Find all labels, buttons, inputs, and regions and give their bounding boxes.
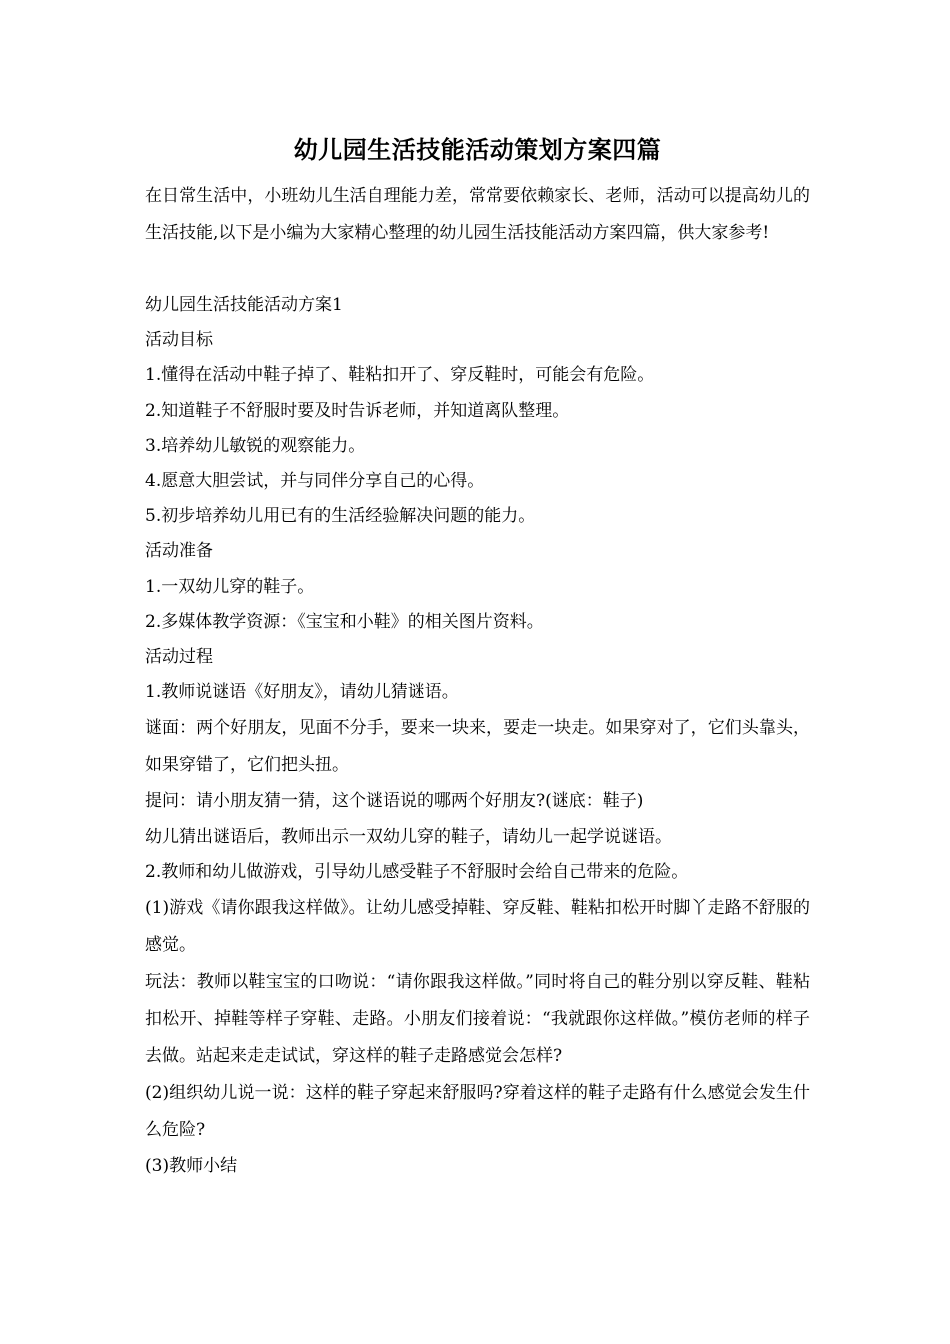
game-rules: 玩法：教师以鞋宝宝的口吻说：“请你跟我这样做。”同时将自己的鞋分别以穿反鞋、鞋粘扣松开、掉鞋等样子穿鞋、走路。小朋友们接着说：“我就跟你这样做。”模仿老师的样子去做。站起来走走试试，穿这样的鞋子走路感觉会怎样? [145, 972, 810, 1067]
intro-paragraph: 在日常生活中，小班幼儿生活自理能力差，常常要依赖家长、老师，活动可以提高幼儿的生活技能,以下是小编为大家精心整理的幼儿园生活技能活动方案四篇，供大家参考! [145, 186, 810, 243]
goal-item-3: 3.培养幼儿敏锐的观察能力。 [145, 435, 366, 456]
section-heading-process: 活动过程 [145, 647, 213, 668]
preparation-item-1: 1.一双幼儿穿的鞋子。 [145, 576, 315, 597]
document-title: 幼儿园生活技能活动策划方案四篇 [293, 135, 662, 164]
goal-item-2: 2.知道鞋子不舒服时要及时告诉老师，并知道离队整理。 [145, 400, 570, 421]
riddle-followup: 幼儿猜出谜语后，教师出示一双幼儿穿的鞋子，请幼儿一起学说谜语。 [145, 826, 672, 847]
process-step-1: 1.教师说谜语《好朋友》，请幼儿猜谜语。 [145, 682, 459, 703]
blank-line [145, 252, 810, 288]
document-page [145, 128, 810, 1184]
game-step-1: (1)游戏《请你跟我这样做》。让幼儿感受掉鞋、穿反鞋、鞋粘扣松开时脚丫走路不舒服的感觉。 [145, 898, 810, 956]
goal-item-5: 5.初步培养幼儿用已有的生活经验解决问题的能力。 [145, 506, 536, 527]
game-step-2: (2)组织幼儿说一说：这样的鞋子穿起来舒服吗?穿着这样的鞋子走路有什么感觉会发生什么危险? [145, 1083, 810, 1141]
preparation-item-2: 2.多媒体教学资源：《宝宝和小鞋》的相关图片资料。 [145, 611, 544, 632]
riddle-question: 提问：请小朋友猜一猜，这个谜语说的哪两个好朋友?(谜底：鞋子) [145, 791, 644, 812]
game-step-3: (3)教师小结 [145, 1156, 238, 1177]
section-heading-plan-1: 幼儿园生活技能活动方案1 [145, 295, 343, 315]
section-heading-goals: 活动目标 [145, 330, 213, 351]
riddle-text: 谜面：两个好朋友，见面不分手，要来一块来，要走一块走。如果穿对了，它们头靠头，如果穿错了，它们把头扭。 [145, 718, 810, 776]
goal-item-4: 4.愿意大胆尝试，并与同伴分享自己的心得。 [145, 471, 485, 492]
process-step-2: 2.教师和幼儿做游戏，引导幼儿感受鞋子不舒服时会给自己带来的危险。 [145, 861, 689, 882]
section-heading-preparation: 活动准备 [145, 541, 213, 562]
goal-item-1: 1.懂得在活动中鞋子掉了、鞋粘扣开了、穿反鞋时，可能会有危险。 [145, 365, 655, 386]
